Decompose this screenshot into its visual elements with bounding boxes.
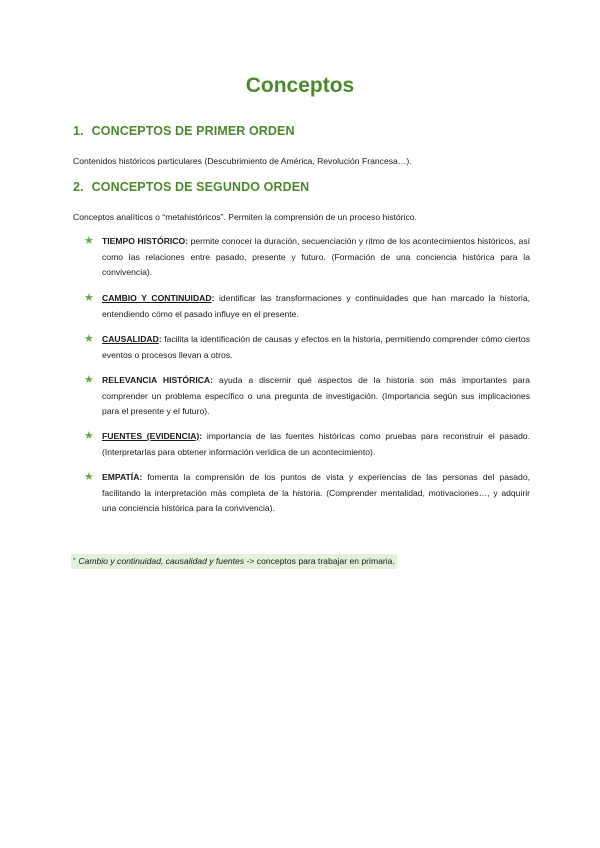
section-2-number: 2. [73,180,84,194]
note-text: -> conceptos para trabajar en primaria. [246,556,395,566]
section-1-text: Contenidos históricos particulares (Descubrimiento de América, Revolución Francesa…). [73,156,412,166]
term-label: EMPATÍA [102,472,140,482]
list-item-empatia: ★ EMPATÍA: fomenta la comprensión de los puntos de vista y experiencias de las personas del pasado, facilitando la interpretación más completa de la historia. (Comprender mentalidad, motivaciones…, y adquirir una conciencia histórica para la convivencia). [84,470,530,517]
term-description: fomenta la comprensión de los puntos de vista y experiencias de las personas del pasado, facilitando la interpretación más completa de la historia. (Comprender mentalidad, motivaciones…, y adquirir una conciencia histórica para la convivencia). [102,472,531,514]
section-1-number: 1. [73,124,84,138]
section-1-heading [73,124,295,138]
note-italic-text: Cambio y continuidad, causalidad y fuentes [78,556,245,566]
star-bullet-icon: ★ [84,430,94,442]
term-description: facilita la identificación de causas y efectos en la historia, permitiendo comprender cómo ciertos eventos o procesos llevan a otros. [102,334,531,360]
term-label: CAMBIO Y CONTINUIDAD [102,293,212,303]
star-bullet-icon: ★ [84,374,94,386]
highlighted-note [71,554,397,569]
list-item-tiempo-historico: ★ TIEMPO HISTÓRICO: permite conocer la duración, secuenciación y ritmo de los acontecimientos históricos, así como las relaciones entre pasado, presente y futuro. (Formación de una conciencia histórica para la convivencia). [84,234,530,281]
star-bullet-icon: ★ [84,235,94,247]
term-description: permite conocer la duración, secuenciación y ritmo de los acontecimientos históricos, así como las relaciones entre pasado, presente y futuro. (Formación de una conciencia histórica para la convivencia). [102,236,531,278]
page-title: Conceptos [245,74,355,97]
term-description: importancia de las fuentes históricas como pruebas para reconstruir el pasado. (Interpretarlas para obtener información verídica de un acontecimiento). [102,431,531,457]
star-bullet-icon: ★ [84,333,94,345]
note-marker: * [73,558,76,564]
term-label: CAUSALIDAD [102,334,159,344]
term-label: FUENTES (EVIDENCIA) [102,431,200,441]
term-label: TIEMPO HISTÓRICO [102,236,186,246]
star-bullet-icon: ★ [84,471,94,483]
term-label: RELEVANCIA HISTÓRICA [102,375,211,385]
star-bullet-icon: ★ [84,292,94,304]
term-description: ayuda a discernir qué aspectos de la historia son más importantes para comprender un problema específico o una pregunta de investigación. (Importancia según sus implicaciones para el presente y el futuro). [102,375,531,417]
list-item-fuentes: ★ FUENTES (EVIDENCIA): importancia de las fuentes históricas como pruebas para reconstruir el pasado. (Interpretarlas para obtener información verídica de un acontecimiento). [84,429,530,460]
list-item-causalidad: ★ CAUSALIDAD: facilita la identificación de causas y efectos en la historia, permitiendo comprender cómo ciertos eventos o procesos llevan a otros. [84,332,530,363]
term-description: identificar las transformaciones y continuidades que han marcado la historia, entendiendo cómo el pasado influye en el presente. [102,293,531,319]
list-item-relevancia-historica: ★ RELEVANCIA HISTÓRICA: ayuda a discernir qué aspectos de la historia son más importantes para comprender un problema específico o una pregunta de investigación. (Importancia según sus implicaciones para el presente y el futuro). [84,373,530,420]
section-2-title: CONCEPTOS DE SEGUNDO ORDEN [91,180,310,194]
section-2-heading [73,180,309,194]
list-item-cambio-continuidad: ★ CAMBIO Y CONTINUIDAD: identificar las transformaciones y continuidades que han marcado la historia, entendiendo cómo el pasado influye en el presente. [84,291,530,322]
section-2-text: Conceptos analíticos o “metahistóricos”. Permiten la comprensión de un proceso histórico. [73,212,417,222]
section-1-title: CONCEPTOS DE PRIMER ORDEN [91,124,295,138]
